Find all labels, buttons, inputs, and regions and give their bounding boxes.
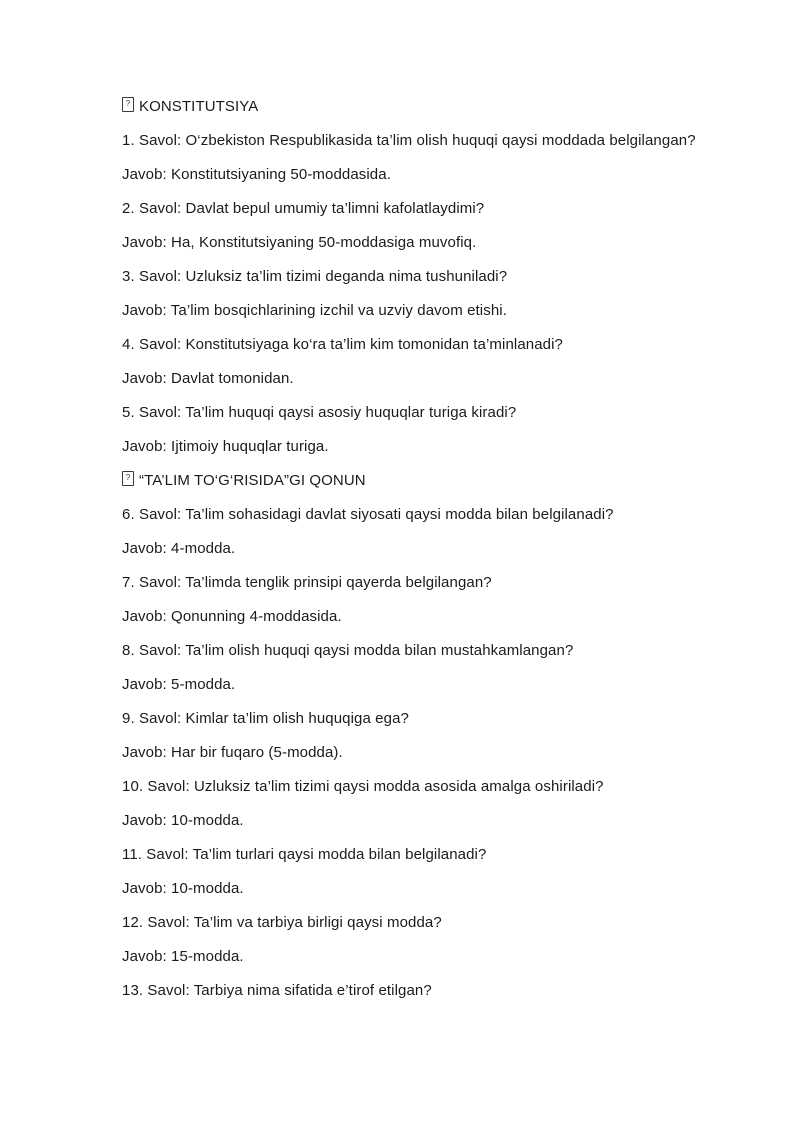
paragraph-text: 3. Savol: Uzluksiz ta’lim tizimi deganda nima tushuniladi? — [122, 268, 508, 285]
missing-glyph-icon: ? — [122, 97, 134, 112]
answer-line — [122, 811, 760, 831]
answer-line — [122, 369, 760, 389]
paragraph-text: 4. Savol: Konstitutsiyaga ko‘ra ta’lim kim tomonidan ta’minlanadi? — [122, 336, 563, 353]
paragraph-text: 10. Savol: Uzluksiz ta’lim tizimi qaysi modda asosida amalga oshiriladi? — [122, 778, 604, 795]
question-line — [122, 131, 760, 151]
section-heading — [122, 471, 760, 491]
paragraph-text: Javob: Ta’lim bosqichlarining izchil va uzviy davom etishi. — [122, 302, 507, 319]
paragraph-text: Javob: Ha, Konstitutsiyaning 50-moddasiga muvofiq. — [122, 234, 477, 251]
paragraph-text: Javob: 4-modda. — [122, 540, 236, 557]
paragraph-text: 1. Savol: O‘zbekiston Respublikasida ta’lim olish huquqi qaysi moddada belgilangan? — [122, 132, 696, 149]
section-heading — [122, 97, 760, 117]
paragraph-text: Javob: 15-modda. — [122, 948, 244, 965]
answer-line — [122, 539, 760, 559]
question-line — [122, 199, 760, 219]
question-line — [122, 709, 760, 729]
question-line — [122, 641, 760, 661]
paragraph-text: 9. Savol: Kimlar ta’lim olish huquqiga ega? — [122, 710, 409, 727]
paragraph-text: KONSTITUTSIYA — [139, 98, 259, 115]
answer-line — [122, 675, 760, 695]
question-line — [122, 335, 760, 355]
answer-line — [122, 743, 760, 763]
paragraph-text: 5. Savol: Ta’lim huquqi qaysi asosiy huquqlar turiga kiradi? — [122, 404, 517, 421]
answer-line — [122, 607, 760, 627]
paragraph-text: Javob: Davlat tomonidan. — [122, 370, 294, 387]
question-line — [122, 267, 760, 287]
paragraph-text: 8. Savol: Ta’lim olish huquqi qaysi modda bilan mustahkamlangan? — [122, 642, 574, 659]
question-line — [122, 981, 760, 1001]
answer-line — [122, 947, 760, 967]
paragraph-text: 11. Savol: Ta’lim turlari qaysi modda bilan belgilanadi? — [122, 846, 487, 863]
question-line — [122, 845, 760, 865]
paragraph-text: “TA’LIM TO‘G‘RISIDA”GI QONUN — [139, 472, 366, 489]
answer-line — [122, 437, 760, 457]
paragraph-text: Javob: 10-modda. — [122, 880, 244, 897]
paragraph-text: 6. Savol: Ta’lim sohasidagi davlat siyosati qaysi modda bilan belgilanadi? — [122, 506, 614, 523]
paragraph-text: 7. Savol: Ta’limda tenglik prinsipi qayerda belgilangan? — [122, 574, 492, 591]
answer-line — [122, 165, 760, 185]
paragraph-text: 12. Savol: Ta’lim va tarbiya birligi qaysi modda? — [122, 914, 442, 931]
paragraph-text: Javob: Konstitutsiyaning 50-moddasida. — [122, 166, 391, 183]
paragraph-text: 2. Savol: Davlat bepul umumiy ta’limni kafolatlaydimi? — [122, 200, 485, 217]
question-line — [122, 573, 760, 593]
paragraph-text: Javob: 5-modda. — [122, 676, 236, 693]
question-line — [122, 913, 760, 933]
paragraph-text: 13. Savol: Tarbiya nima sifatida e’tirof etilgan? — [122, 982, 432, 999]
answer-line — [122, 301, 760, 321]
question-line — [122, 777, 760, 797]
question-line — [122, 403, 760, 423]
answer-line — [122, 879, 760, 899]
paragraph-text: Javob: 10-modda. — [122, 812, 244, 829]
missing-glyph-icon: ? — [122, 471, 134, 486]
paragraph-text: Javob: Qonunning 4-moddasida. — [122, 608, 342, 625]
paragraph-text: Javob: Har bir fuqaro (5-modda). — [122, 744, 343, 761]
question-line — [122, 505, 760, 525]
paragraph-text: Javob: Ijtimoiy huquqlar turiga. — [122, 438, 329, 455]
answer-line — [122, 233, 760, 253]
